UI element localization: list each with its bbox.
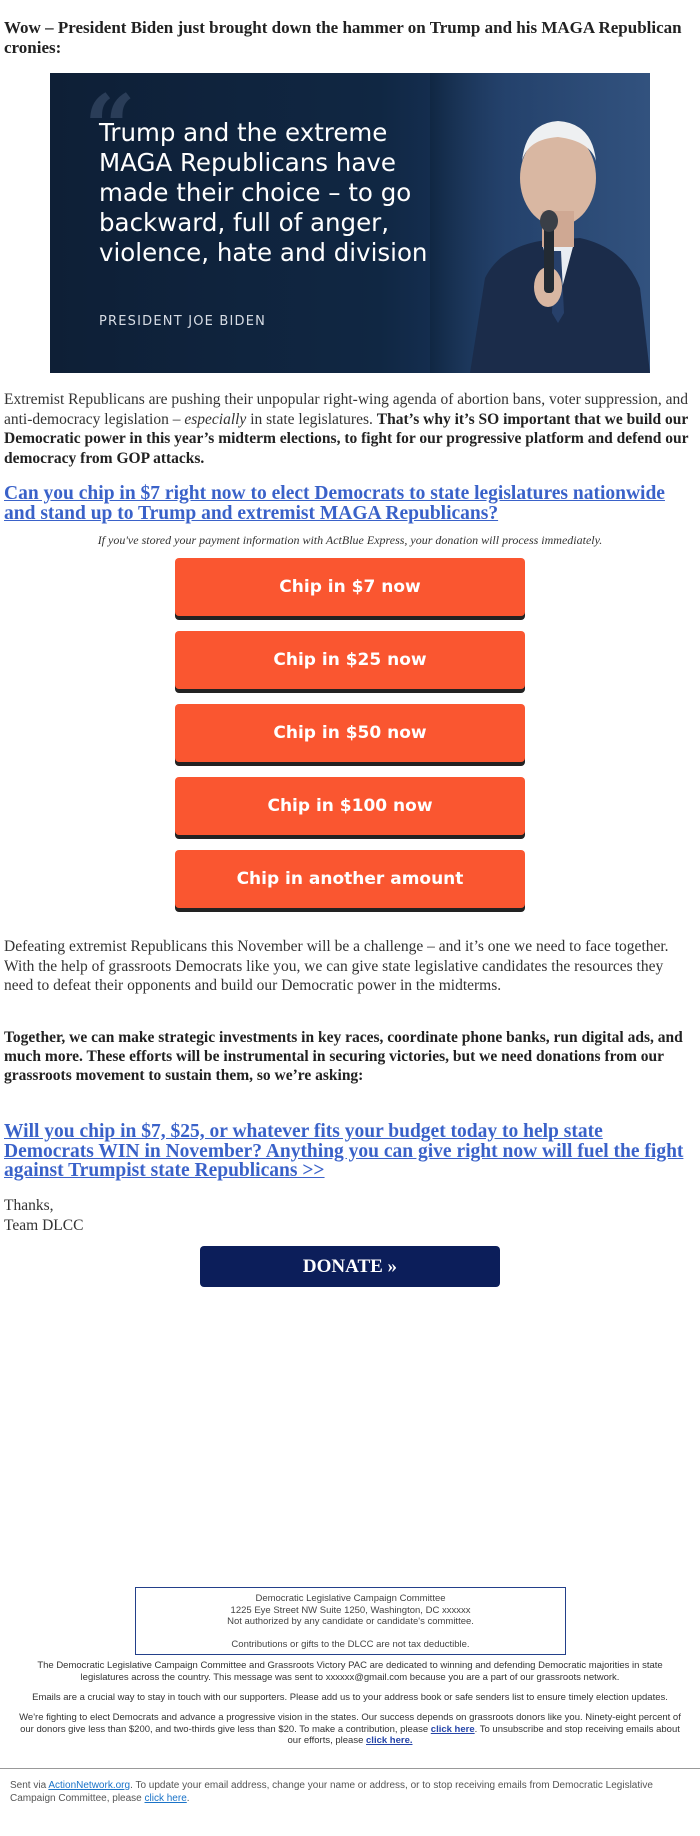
chip-in-25-button[interactable]: Chip in $25 now: [175, 631, 525, 689]
chip-in-link-2[interactable]: Will you chip in $7, $25, or whatever fits your budget today to help state Democrats WIN in November? Anything you can give right now will fuel the fight against Trumpist state Republicans >>: [4, 1121, 684, 1181]
signoff: [4, 1196, 83, 1236]
actblue-express-note: If you've stored your payment information with ActBlue Express, your donation will process immediately.: [97, 533, 603, 547]
actionnetwork-link[interactable]: ActionNetwork.org: [48, 1780, 131, 1791]
bold-statement: That’s why it’s SO important that we build our Democratic power in this year’s midterm elections, to fight for our progressive platform and defend our democracy from GOP attacks.: [4, 410, 689, 467]
org-address: 1225 Eye Street NW Suite 1250, Washington, DC xxxxxx: [230, 1604, 471, 1616]
body-paragraph-2: Defeating extremist Republicans this November will be a challenge – and it’s one we need to face together. With the help of grassroots Democrats like you, we can give state legislative candidates the resources they need to defeat their opponents and build our Democratic power in the midterms.: [4, 938, 669, 994]
signature-text: Team DLCC: [4, 1217, 84, 1234]
body-paragraph-3-bold: Together, we can make strategic investments in key races, coordinate phone banks, run digital ads, and much more. These efforts will be instrumental in securing victories, but we need donations from our grassroots movement to sustain them, so we’re asking:: [4, 1029, 683, 1084]
emails-note-text: Emails are a crucial way to stay in touch with our supporters. Please add us to your address book or safe senders list to ensure timely election updates.: [32, 1692, 668, 1703]
chip-in-7-button[interactable]: Chip in $7 now: [175, 558, 525, 616]
thanks-text: Thanks,: [4, 1197, 54, 1214]
hero-attribution: PRESIDENT JOE BIDEN: [99, 314, 267, 329]
biden-portrait-image: [430, 73, 650, 373]
chip-in-50-button[interactable]: Chip in $50 now: [175, 704, 525, 762]
donation-buttons: [175, 558, 525, 923]
body-paragraph-1: Extremist Republicans are pushing their unpopular right-wing agenda of abortion bans, voter suppression, and anti-democracy legislation – especially in state legislatures. That’s why it’s SO important that we build our Democratic power in this year’s midterm elections, to fight for our progressive platform and defend our democracy from GOP attacks.: [4, 391, 689, 467]
dedication-text: The Democratic Legislative Campaign Committee and Grassroots Victory PAC are dedicated to winning and defending Democratic majorities in state legislatures across the country. This message was sent to xxxxxx@gmail.com because you are a part of our grassroots network.: [37, 1660, 663, 1683]
emphasis-text: especially: [184, 410, 247, 428]
chip-in-other-amount-button[interactable]: Chip in another amount: [175, 850, 525, 908]
tax-disclaimer: Contributions or gifts to the DLCC are not tax deductible.: [231, 1638, 470, 1650]
org-name: Democratic Legislative Campaign Committee: [255, 1593, 446, 1604]
footer-divider: [0, 1768, 700, 1769]
hero-quote-text: Trump and the extreme MAGA Republicans have made their choice – to go backward, full of anger, violence, hate and division: [99, 118, 428, 267]
update-preferences-link[interactable]: click here: [144, 1793, 187, 1804]
contribute-link[interactable]: click here: [430, 1723, 475, 1735]
quote-mark-icon: “: [84, 75, 136, 181]
intro-heading: Wow – President Biden just brought down the hammer on Trump and his MAGA Republican cronies:: [4, 18, 682, 57]
donate-button[interactable]: DONATE »: [200, 1246, 500, 1287]
paid-for-by-box: [135, 1587, 566, 1655]
hero-quote-image[interactable]: [50, 73, 650, 373]
authorization-disclaimer: Not authorized by any candidate or candidate's committee.: [227, 1616, 474, 1627]
chip-in-link-1[interactable]: Can you chip in $7 right now to elect Democrats to state legislatures nationwide and stand up to Trump and extremist MAGA Republicans?: [4, 483, 665, 524]
unsubscribe-link[interactable]: click here.: [366, 1735, 413, 1746]
sent-via-text: Sent via ActionNetwork.org. To update your email address, change your name or address, or to stop receiving emails from Democratic Legislative Campaign Committee, please click here.: [10, 1780, 653, 1804]
chip-in-100-button[interactable]: Chip in $100 now: [175, 777, 525, 835]
fight-paragraph: We're fighting to elect Democrats and advance a progressive vision in the states. Our success depends on grassroots donors like you. Ninety-eight percent of our donors give less than $200, and two-thirds give less than $20. To make a contribution, please click here. To unsubscribe and stop receiving emails about our efforts, please click here.: [19, 1712, 681, 1746]
